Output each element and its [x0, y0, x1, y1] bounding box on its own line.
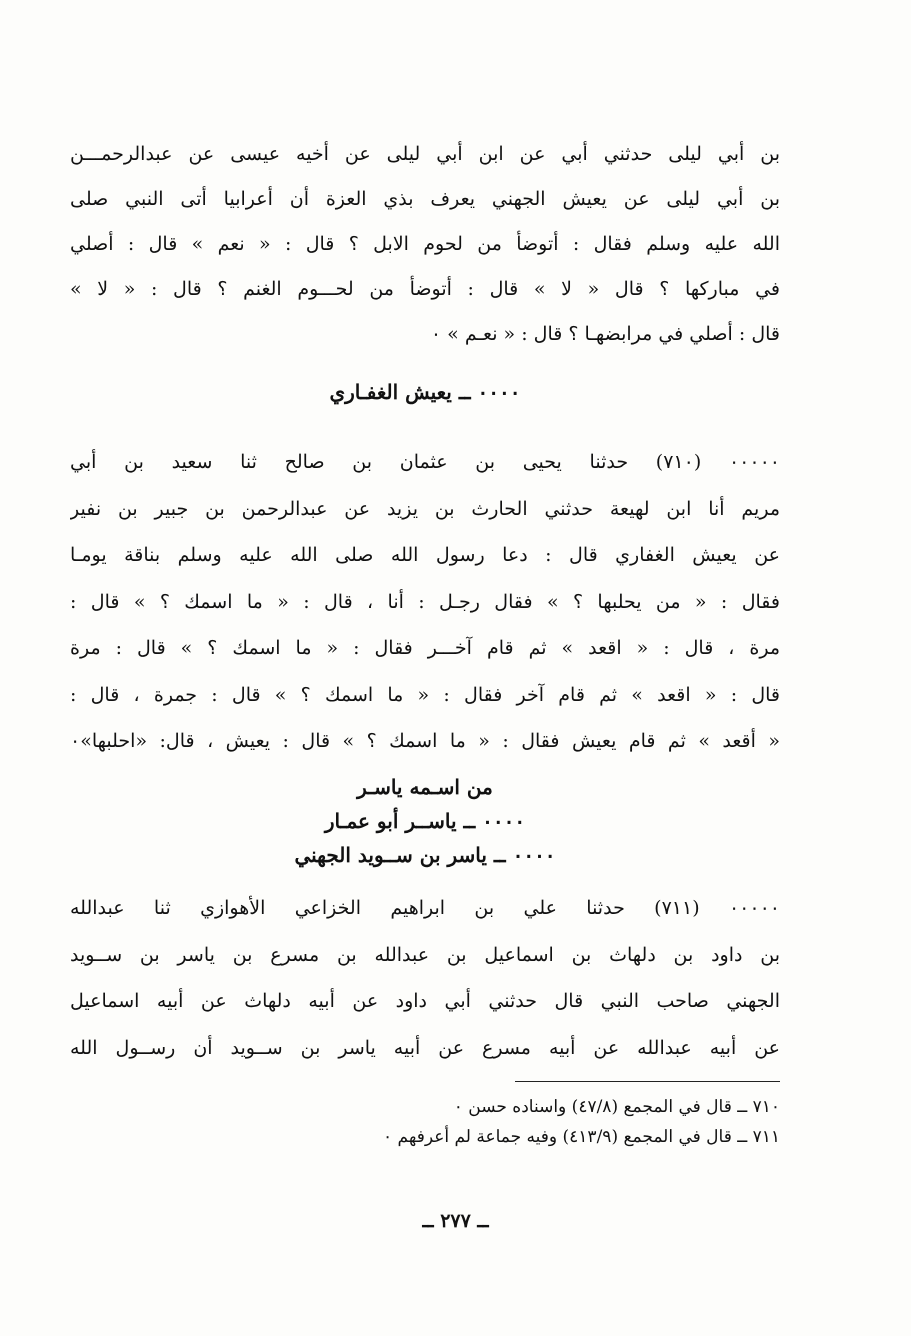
text-line: قال : « اقعد » ثم قام آخر فقال : « ما اسمك ؟ » قال : جمرة ، قال : [70, 683, 780, 706]
text-line: في مباركها ؟ قال « لا » قال : أتوضأ من لحـــوم الغنم ؟ قال : « لا » [70, 278, 780, 300]
section-heading-yasir [70, 770, 780, 872]
footnote: ٧١١ ــ قال في المجمع (٤١٣/٩) وفيه جماعة لم أعرفهم ٠ [383, 1127, 780, 1147]
text-line: الله عليه وسلم فقال : أتوضأ من لحوم الابل ؟ قال : « نعم » قال : أصلي [70, 233, 780, 255]
text-line: ٠٠٠٠٠ (٧١١) حدثنا علي بن ابراهيم الخزاعي الأهوازي ثنا عبدالله [70, 897, 780, 919]
heading-line: ٠٠٠٠ ــ ياســر أبو عمـار [324, 809, 526, 833]
paragraph-hadith-710 [70, 439, 780, 765]
text-line: الجهني صاحب النبي قال حدثني أبي داود عن أبيه دلهاث عن أبيه اسماعيل [70, 990, 780, 1012]
footnotes [200, 1092, 780, 1152]
footnote: ٧١٠ ــ قال في المجمع (٤٧/٨) واسناده حسن ٠ [453, 1097, 780, 1117]
text-line: بن أبي ليلى عن يعيش الجهني يعرف بذي العزة أن أعرابيا أتى النبي صلى [70, 188, 780, 210]
page-number: ــ ٢٧٧ ــ [422, 1210, 489, 1232]
text-line: بن أبي ليلى حدثني أبي عن ابن أبي ليلى عن أخيه عيسى عن عبدالرحمـــن [70, 143, 780, 165]
text-line: بن داود بن دلهاث بن اسماعيل بن عبدالله بن مسرع بن ياسر بن ســويد [70, 943, 780, 966]
text-line: عن يعيش الغفاري قال : دعا رسول الله صلى الله عليه وسلم بناقة يومـا [70, 544, 780, 566]
text-line: فقال : « من يحلبها ؟ » فقال رجـل : أنا ، قال : « ما اسمك ؟ » قال : [70, 590, 780, 613]
text-line: قال : أصلي في مرابضهـا ؟ قال : « نعـم » ٠ [430, 323, 780, 345]
footnote-divider [515, 1081, 780, 1082]
text-line: « أقعد » ثم قام يعيش فقال : « ما اسمك ؟ » قال : يعيش ، قال: «احلبها»٠ [70, 730, 780, 752]
heading-line: من اسـمه ياسـر [357, 775, 493, 799]
text-line: مريم أنا ابن لهيعة حدثني الحارث بن يزيد عن عبدالرحمن بن جبير بن نفير [70, 497, 780, 520]
text-line: عن أبيه عبدالله عن أبيه مسرع عن أبيه ياسر بن ســويد أن رســول الله [70, 1036, 780, 1059]
paragraph-hadith-711 [70, 885, 780, 1071]
section-heading-yaish: ٠٠٠٠ ــ يعيش الغفـاري [329, 380, 521, 404]
heading-line: ٠٠٠٠ ــ ياسر بن ســويد الجهني [294, 843, 556, 867]
text-line: ٠٠٠٠٠ (٧١٠) حدثنا يحيى بن عثمان بن صالح ثنا سعيد بن أبي [70, 451, 780, 473]
paragraph-hadith-continuation [70, 132, 780, 357]
text-line: مرة ، قال : « اقعد » ثم قام آخـــر فقال : « ما اسمك ؟ » قال : مرة [70, 637, 780, 659]
